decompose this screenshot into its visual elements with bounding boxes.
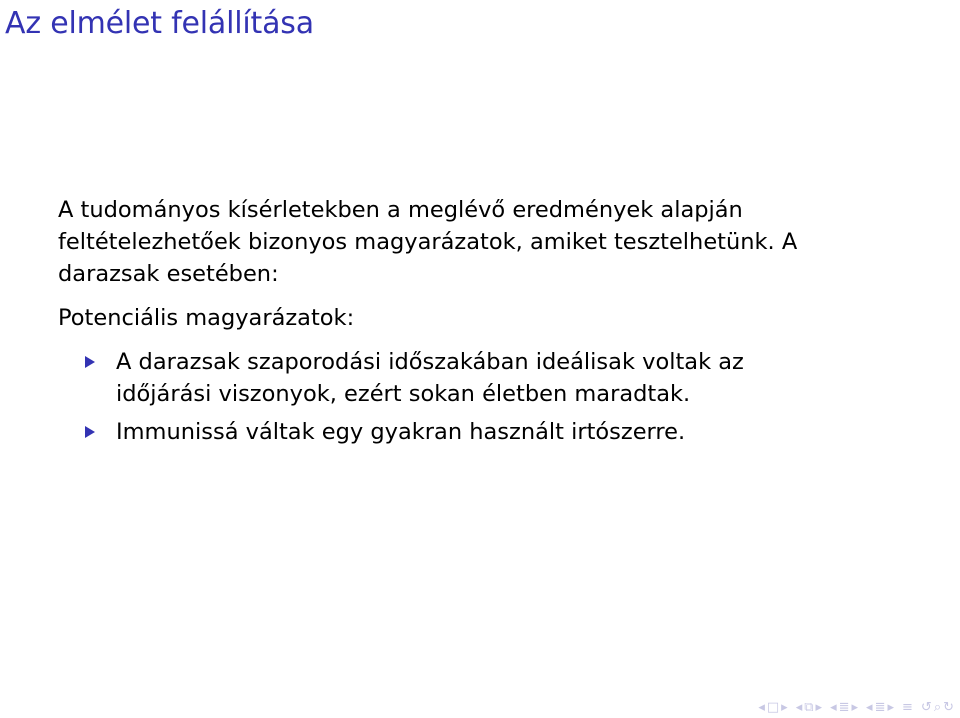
list-item <box>58 416 816 448</box>
subheading: Potenciális magyarázatok: <box>58 305 355 331</box>
nav-doc-group <box>866 701 894 714</box>
nav-search-group <box>921 701 954 714</box>
list-item-text: Immunissá váltak egy gyakran használt irtószerre. <box>116 419 686 445</box>
list-item <box>58 346 816 410</box>
nav-search-icon[interactable]: ⌕ <box>933 700 942 715</box>
slide-body <box>58 194 878 448</box>
nav-align-group <box>902 701 913 714</box>
nav-next-section-icon[interactable]: ▸ <box>851 700 859 715</box>
nav-subsection-group <box>796 701 822 714</box>
nav-align-icon[interactable]: ≡ <box>902 700 913 715</box>
intro-paragraph: A tudományos kísérletekben a meglévő eredmények alapján feltételezhetőek bizonyos magyarázatok, amiket tesztelhetünk. A darazsak esetében: <box>58 197 798 287</box>
nav-section-group <box>830 701 858 714</box>
bullet-triangle-icon <box>85 356 95 368</box>
nav-prev-frame-icon[interactable]: ◂ <box>758 700 765 715</box>
nav-next-subsection-icon[interactable]: ▸ <box>815 700 823 715</box>
nav-frame-group <box>758 701 787 714</box>
explanation-list <box>58 346 878 448</box>
nav-doc-icon[interactable]: ≣ <box>874 700 886 715</box>
nav-prev-section-icon[interactable]: ◂ <box>830 700 837 715</box>
bullet-triangle-icon <box>85 426 95 438</box>
slide-title: Az elmélet felállítása <box>5 6 314 41</box>
nav-next-doc-icon[interactable]: ▸ <box>887 700 894 715</box>
list-item-text: A darazsak szaporodási időszakában ideálisak voltak az időjárási viszonyok, ezért sokan életben maradtak. <box>116 349 744 407</box>
nav-subsection-icon[interactable]: ⧉ <box>804 700 814 715</box>
nav-back-icon[interactable]: ↺ <box>920 700 932 715</box>
nav-frame-icon[interactable]: □ <box>766 700 780 715</box>
beamer-navigation-bar <box>758 701 954 714</box>
nav-next-frame-icon[interactable]: ▸ <box>781 700 788 715</box>
nav-section-icon[interactable]: ≣ <box>838 700 850 715</box>
nav-forward-icon[interactable]: ↻ <box>943 700 954 715</box>
nav-prev-doc-icon[interactable]: ◂ <box>866 700 873 715</box>
nav-prev-subsection-icon[interactable]: ◂ <box>795 700 803 715</box>
